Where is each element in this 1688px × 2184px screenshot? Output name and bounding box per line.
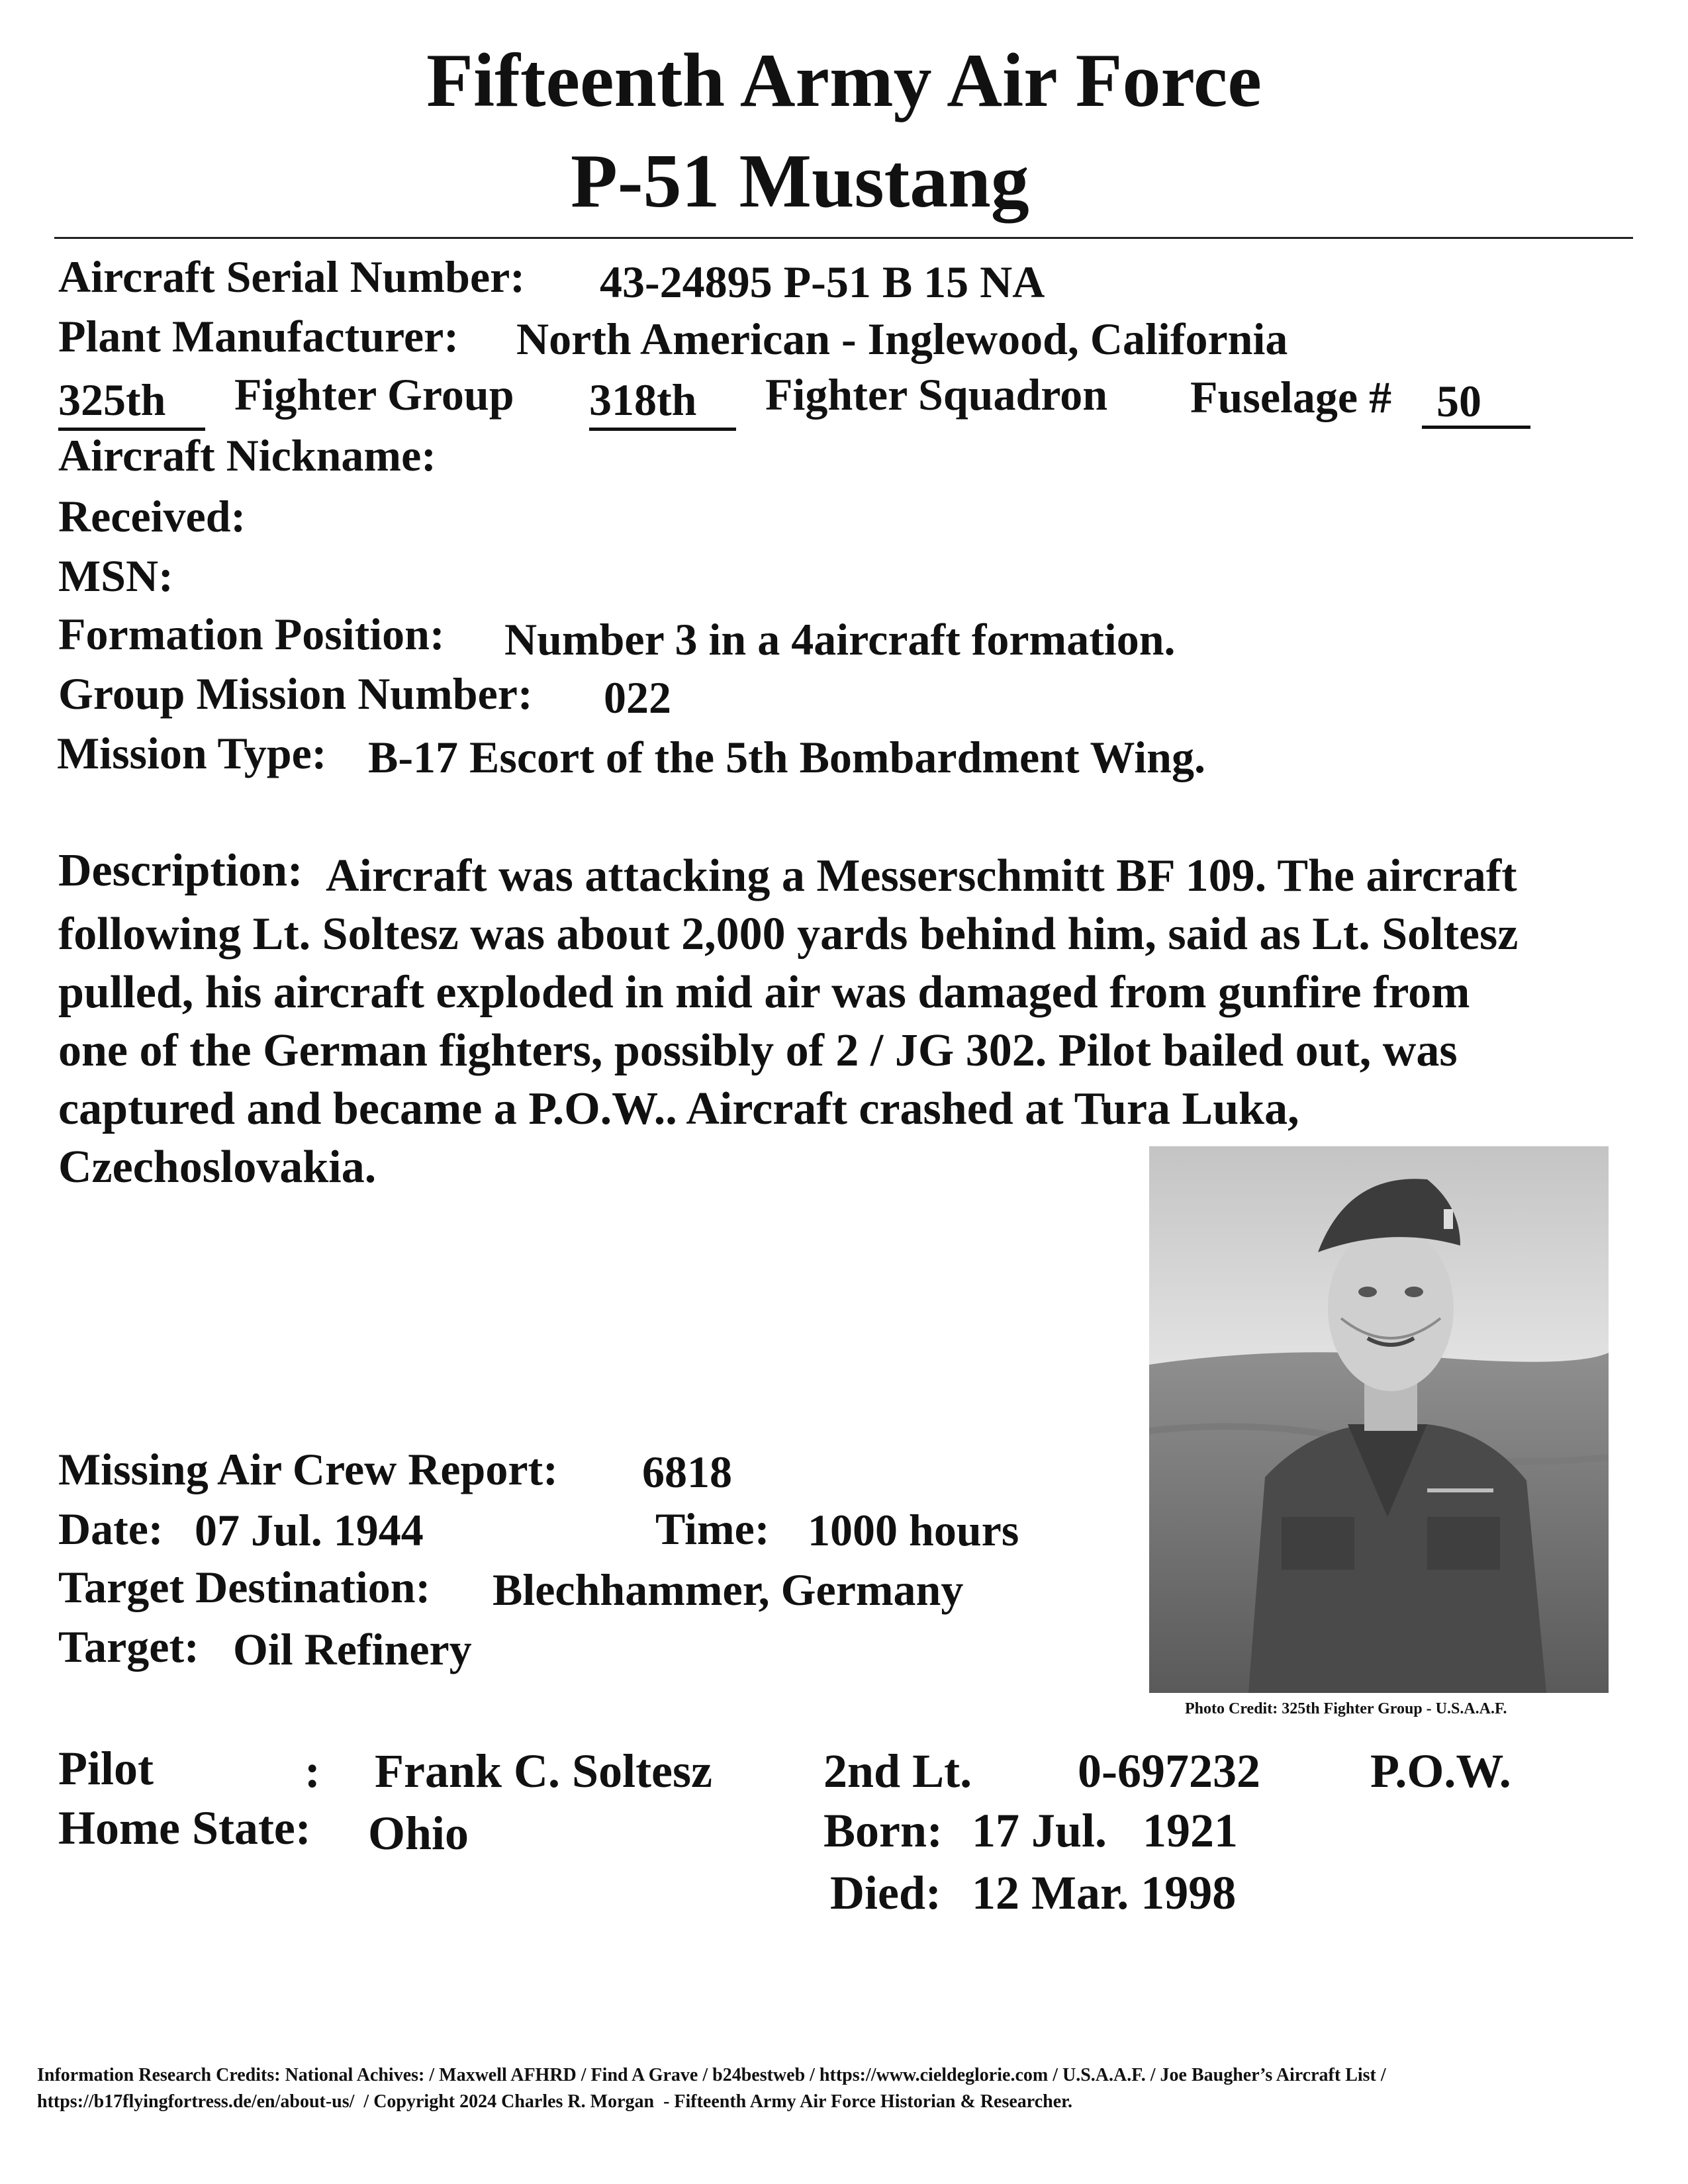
mission-type-label: Mission Type: [57, 728, 327, 778]
pilot-name: Frank C. Soltesz [375, 1745, 712, 1797]
page-title: Fifteenth Army Air Force [426, 38, 1262, 123]
time-value: 1000 hours [808, 1505, 1019, 1555]
description-line: one of the German fighters, possibly of 2 / JG 302. Pilot bailed out, was [58, 1025, 1458, 1076]
fuselage-label: Fuselage # [1190, 372, 1392, 422]
pilot-status: P.O.W. [1370, 1745, 1511, 1797]
page-subtitle: P-51 Mustang [571, 139, 1029, 224]
pilot-rank: 2nd Lt. [823, 1745, 972, 1797]
header-divider [54, 237, 1633, 239]
serial-value: 43-24895 P-51 B 15 NA [600, 257, 1045, 307]
target-value: Oil Refinery [233, 1624, 472, 1674]
pilot-label: Pilot [58, 1742, 154, 1795]
died-label: Died: [830, 1866, 941, 1919]
formation-value: Number 3 in a 4aircraft formation. [504, 614, 1176, 664]
pilot-serial: 0-697232 [1078, 1745, 1260, 1797]
description-line: Aircraft was attacking a Messerschmitt BF 109. The aircraft [326, 850, 1517, 901]
squadron-number [589, 377, 736, 431]
fuselage-number [1422, 376, 1530, 429]
manufacturer-value: North American - Inglewood, California [516, 314, 1288, 364]
died-value: 12 Mar. 1998 [972, 1866, 1237, 1919]
description-line: following Lt. Soltesz was about 2,000 yards behind him, said as Lt. Soltesz [58, 909, 1519, 960]
nickname-label: Aircraft Nickname: [58, 430, 436, 480]
received-label: Received: [58, 491, 246, 541]
group-label: Fighter Group [234, 369, 514, 420]
description-label: Description: [58, 845, 303, 896]
msn-label: MSN: [58, 551, 173, 601]
born-value: 17 Jul. 1921 [972, 1804, 1239, 1857]
mission-type-value: B-17 Escort of the 5th Bombardment Wing. [368, 732, 1205, 782]
formation-label: Formation Position: [58, 609, 445, 659]
time-label: Time: [655, 1504, 770, 1554]
destination-label: Target Destination: [58, 1562, 431, 1612]
description-line: Czechoslovakia. [58, 1142, 377, 1193]
date-label: Date: [58, 1504, 164, 1554]
footer-credits: Information Research Credits: National Achives: / Maxwell AFHRD / Find A Grave / b24bestweb / https://www.cieldeglorie.com / U.S.A.A.F. / Joe Baugher’s Aircraft List / [37, 2065, 1386, 2085]
description-line: captured and became a P.O.W.. Aircraft crashed at Tura Luka, [58, 1083, 1299, 1134]
footer-copyright: https://b17flyingfortress.de/en/about-us/ / Copyright 2024 Charles R. Morgan - Fifteenth Army Air Force Historian & Researcher. [37, 2091, 1072, 2112]
fuselage-value: 50 [1422, 379, 1530, 429]
born-label: Born: [823, 1804, 943, 1857]
date-value: 07 Jul. 1944 [195, 1505, 424, 1555]
target-label: Target: [58, 1621, 199, 1672]
macr-value: 6818 [642, 1447, 732, 1497]
macr-label: Missing Air Crew Report: [58, 1444, 558, 1494]
group-mission-label: Group Mission Number: [58, 668, 533, 719]
pilot-photo [1149, 1146, 1609, 1693]
group-value: 325th [58, 377, 205, 431]
destination-value: Blechhammer, Germany [492, 1565, 964, 1615]
description-line: pulled, his aircraft exploded in mid air was damaged from gunfire from [58, 967, 1470, 1018]
home-state-value: Ohio [368, 1807, 469, 1860]
group-number [58, 377, 205, 431]
group-mission-value: 022 [604, 672, 671, 723]
squadron-value: 318th [589, 377, 736, 431]
serial-label: Aircraft Serial Number: [58, 251, 525, 302]
squadron-label: Fighter Squadron [765, 369, 1108, 420]
home-state-label: Home State: [58, 1801, 311, 1854]
photo-credit: Photo Credit: 325th Fighter Group - U.S.A.A.F. [1185, 1700, 1507, 1717]
pilot-colon: : [305, 1745, 320, 1797]
manufacturer-label: Plant Manufacturer: [58, 311, 459, 361]
